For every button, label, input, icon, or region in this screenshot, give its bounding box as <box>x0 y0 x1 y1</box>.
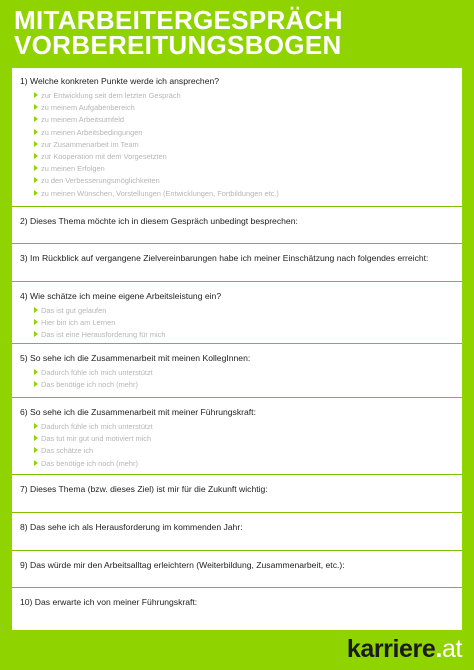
option-item[interactable]: Das tut mir gut und motiviert mich <box>34 433 462 445</box>
option-item[interactable]: Das benötige ich noch (mehr) <box>34 458 462 470</box>
option-item[interactable]: Das ist eine Herausforderung für mich <box>34 329 462 341</box>
arrow-right-icon <box>34 460 38 466</box>
question-section-8 <box>12 514 462 551</box>
option-item[interactable]: zu meinem Arbeitsumfeld <box>34 114 462 126</box>
arrow-right-icon <box>34 92 38 98</box>
option-item[interactable]: Dadurch fühle ich mich unterstützt <box>34 421 462 433</box>
options-list <box>20 367 462 391</box>
arrow-right-icon <box>34 104 38 110</box>
option-item[interactable]: zur Zusammenarbeit im Team <box>34 139 462 151</box>
options-list <box>20 421 462 470</box>
form-card <box>12 68 462 630</box>
option-item[interactable]: Das schätze ich <box>34 445 462 457</box>
question-10: 10) Das erwarte ich von meiner Führungskraft: <box>20 597 198 607</box>
arrow-right-icon <box>34 331 38 337</box>
question-section-10 <box>12 589 462 630</box>
option-item[interactable]: zu meinen Wünschen, Vorstellungen (Entwicklungen, Fortbildungen etc.) <box>34 188 462 200</box>
form-title <box>14 5 460 60</box>
logo-tld: at <box>441 635 462 663</box>
title-line-1: MITARBEITERGESPRÄCH <box>14 5 343 35</box>
logo-dot: . <box>435 635 442 663</box>
arrow-right-icon <box>34 447 38 453</box>
question-section-1 <box>12 68 462 207</box>
question-4: 4) Wie schätze ich meine eigene Arbeitsleistung ein? <box>20 291 222 301</box>
option-item[interactable]: Das ist gut gelaufen <box>34 305 462 317</box>
option-item[interactable]: Hier bin ich am Lernen <box>34 317 462 329</box>
arrow-right-icon <box>34 319 38 325</box>
logo-brand: karriere <box>346 635 436 663</box>
question-section-6 <box>12 399 462 475</box>
option-item[interactable]: Das benötige ich noch (mehr) <box>34 379 462 391</box>
question-section-3 <box>12 245 462 282</box>
question-2: 2) Dieses Thema möchte ich in diesem Gespräch unbedingt besprechen: <box>20 216 298 226</box>
question-5: 5) So sehe ich die Zusammenarbeit mit meinen KollegInnen: <box>20 353 251 363</box>
question-section-9 <box>12 552 462 588</box>
arrow-right-icon <box>34 190 38 196</box>
title-line-2: VORBEREITUNGSBOGEN <box>14 30 342 60</box>
options-list <box>20 305 462 342</box>
arrow-right-icon <box>34 423 38 429</box>
arrow-right-icon <box>34 307 38 313</box>
question-1: 1) Welche konkreten Punkte werde ich ansprechen? <box>20 76 220 86</box>
question-7: 7) Dieses Thema (bzw. dieses Ziel) ist mir für die Zukunft wichtig: <box>20 484 268 494</box>
question-3: 3) Im Rückblick auf vergangene Zielvereinbarungen habe ich meiner Einschätzung nach folgendes erreicht: <box>20 253 429 263</box>
question-section-4 <box>12 283 462 344</box>
question-8: 8) Das sehe ich als Herausforderung im kommenden Jahr: <box>20 522 243 532</box>
option-item[interactable]: zu meinem Aufgabenbereich <box>34 102 462 114</box>
question-6: 6) So sehe ich die Zusammenarbeit mit meiner Führungskraft: <box>20 407 256 417</box>
arrow-right-icon <box>34 129 38 135</box>
option-item[interactable]: Dadurch fühle ich mich unterstützt <box>34 367 462 379</box>
arrow-right-icon <box>34 153 38 159</box>
question-section-2 <box>12 208 462 244</box>
option-item[interactable]: zur Kooperation mit dem Vorgesetzten <box>34 151 462 163</box>
karriere-logo <box>347 635 462 664</box>
option-item[interactable]: zu meinen Erfolgen <box>34 163 462 175</box>
arrow-right-icon <box>34 116 38 122</box>
option-item[interactable]: zur Entwicklung seit dem letzten Gespräch <box>34 90 462 102</box>
question-section-5 <box>12 345 462 398</box>
arrow-right-icon <box>34 369 38 375</box>
question-section-7 <box>12 476 462 513</box>
options-list <box>20 90 462 200</box>
option-item[interactable]: zu meinen Arbeitsbedingungen <box>34 127 462 139</box>
arrow-right-icon <box>34 165 38 171</box>
question-9: 9) Das würde mir den Arbeitsalltag erleichtern (Weiterbildung, Zusammenarbeit, etc.): <box>20 560 345 570</box>
arrow-right-icon <box>34 435 38 441</box>
arrow-right-icon <box>34 177 38 183</box>
arrow-right-icon <box>34 381 38 387</box>
option-item[interactable]: zu den Verbesserungsmöglichkeiten <box>34 175 462 187</box>
arrow-right-icon <box>34 141 38 147</box>
